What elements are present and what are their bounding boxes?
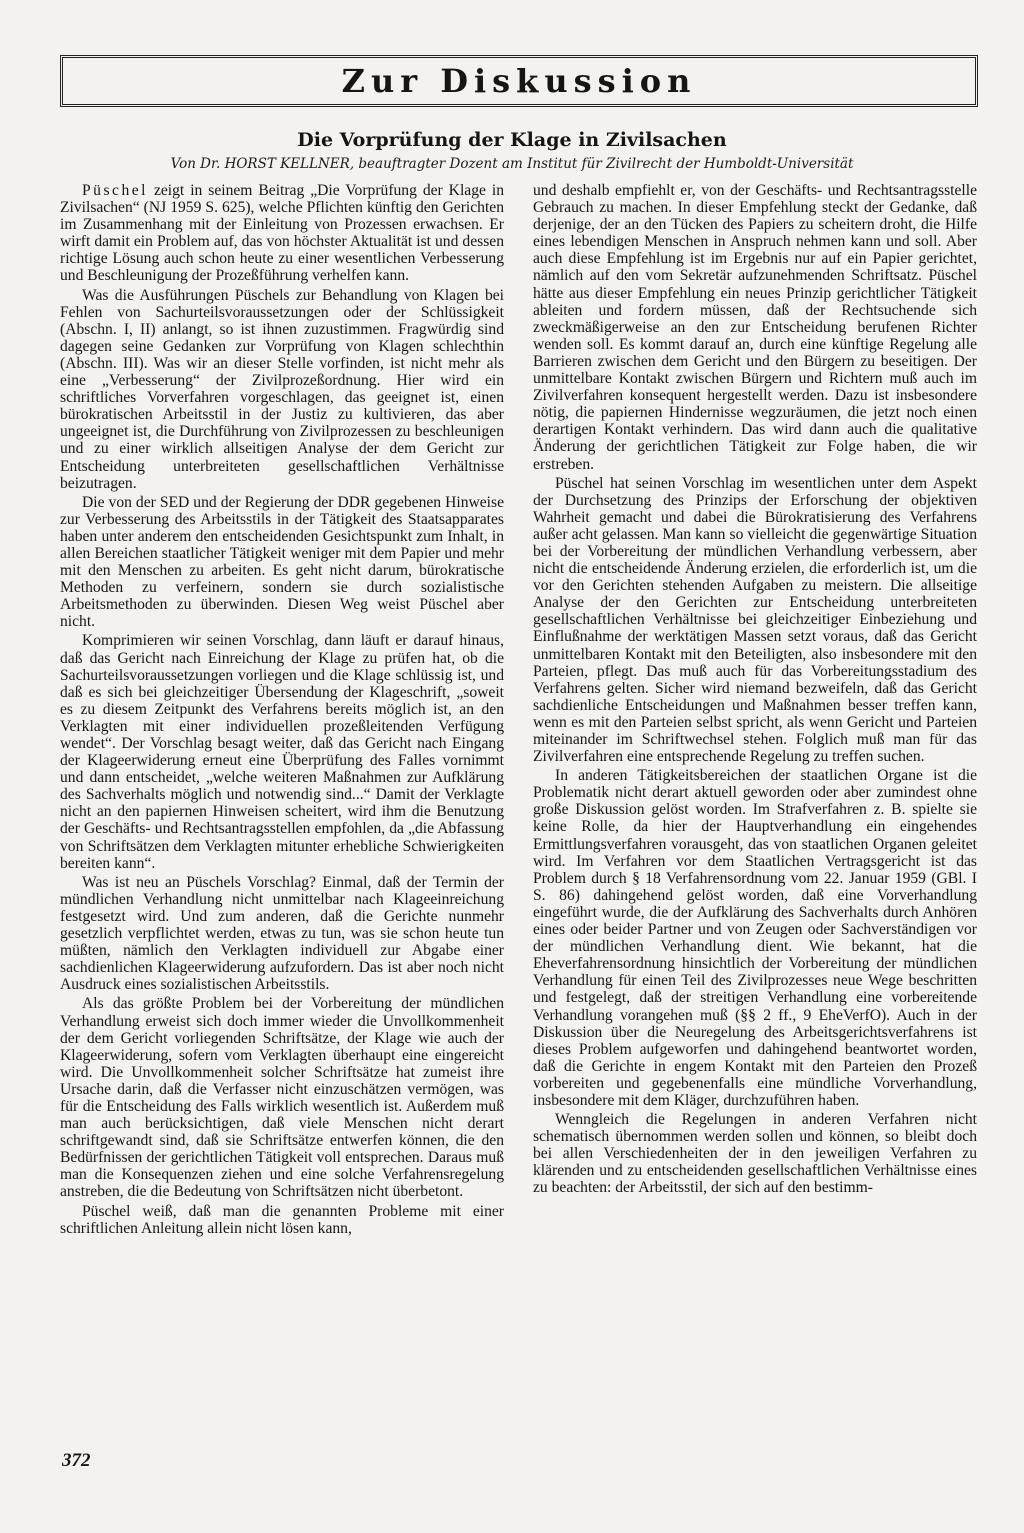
paragraph: und deshalb empfiehlt er, von der Geschäfts- und Rechtsantragsstelle Gebrauch zu machen. In dieser Empfehlung steckt der Gedanke, daß derjenige, der an den Tücken des Papiers zu scheitern droht, die Hilfe eines lebendigen Menschen in Anspruch nehmen kann und soll. Aber auch diese Empfehlung ist im Ergebnis nur auf ein Papier gerichtet, nämlich auf den vom Sekretär aufzunehmenden Schriftsatz. Püschel hätte aus dieser Empfehlung ein neues Prinzip gerichtlicher Tätigkeit ableiten und fordern müssen, daß der Rechtsuchende sich zweckmäßigerweise an den zur Entscheidung berufenen Richter wenden soll. Es kommt darauf an, durch eine künftige Regelung alle Barrieren zwischen dem Gericht und den Bürgern zu beseitigen. Der unmittelbare Kontakt zwischen Bürgern und Richtern muß auch im Zivilverfahren konsequent hergestellt werden. Dazu ist insbesondere nötig, die papiernen Hindernisse wegzuräumen, die jetzt noch einen derartigen Kontakt verhindern. Das wird dann auch die qualitative Änderung der gerichtlichen Tätigkeit zur Folge haben, die wir erstreben. [533,182,977,473]
paragraph: Was die Ausführungen Püschels zur Behandlung von Klagen bei Fehlen von Sachurteilsvoraussetzungen oder der Schlüssigkeit (Abschn. I, II) anlangt, so ist ihnen zuzustimmen. Fragwürdig sind dagegen seine Gedanken zur Vorprüfung von Klagen schlechthin (Abschn. III). Was wir an dieser Stelle vorfinden, ist nicht mehr als eine „Verbesserung“ der Zivilprozeßordnung. Hier wird ein schriftliches Vorverfahren vorgeschlagen, das geeignet ist, einen bürokratischen Arbeitsstil in der Justiz zu kultivieren, das aber ungeeignet ist, die Durchführung von Zivilprozessen zu beschleunigen und zu einer wirklich allseitigen Analyse der dem Gericht zur Entscheidung unterbreiteten gesellschaftlichen Verhältnisse beizutragen. [60,286,504,492]
paragraph: Püschel weiß, daß man die genannten Probleme mit einer schriftlichen Anleitung allein nicht lösen kann, [60,1202,504,1237]
paragraph: Püschel hat seinen Vorschlag im wesentlichen unter dem Aspekt der Durchsetzung des Prinzips der Erforschung der objektiven Wahrheit gemacht und dabei die Bürokratisierung des Verfahrens außer acht gelassen. Man kann so vielleicht die gegenwärtige Situation bei der Vorbereitung der mündlichen Verhandlung verbessern, aber nicht die entscheidende Änderung erzielen, die erforderlich ist, um die vor den Gerichten stehenden Aufgaben zu meistern. Die allseitige Analyse der den Gerichten zur Entscheidung unterbreiteten gesellschaftlichen Verhältnisse bei gleichzeitiger Einbeziehung und Einflußnahme der werktätigen Massen setzt voraus, daß das Gericht unmittelbaren Kontakt mit den Beteiligten, also insbesondere mit den Parteien, pflegt. Das muß auch für das Vorbereitungsstadium des Verfahrens gelten. Sicher wird niemand bezweifeln, daß das Gericht sachdienliche Entscheidungen und Maßnahmen besser treffen kann, wenn es mit den Parteien selbst spricht, als wenn Gericht und Parteien miteinander im Schriftwechsel stehen. Folglich muß man für das Zivilverfahren eine entsprechende Regelung zu treffen suchen. [533,474,977,766]
left-column [60,182,504,1239]
paragraph: Komprimieren wir seinen Vorschlag, dann läuft er darauf hinaus, daß das Gericht nach Einreichung der Klage zu prüfen hat, ob die Sachurteilsvoraussetzungen vorliegen und die Klage schlüssig ist, und daß es sich bei gleichzeitiger Übersendung der Klageschrift, „soweit es zu diesem Zeitpunkt des Verfahrens bereits möglich ist, an den Verklagten mit einer individuellen prozeßleitenden Verfügung wendet“. Der Vorschlag besagt weiter, daß das Gericht nach Eingang der Klageerwiderung erneut eine Überprüfung des Falles vornimmt und dann entscheidet, „welche weiteren Maßnahmen zur Aufklärung des Sachverhalts möglich und notwendig sind...“ Damit der Verklagte nicht an den papiernen Hinweisen scheitert, wird ihm die Benutzung der Geschäfts- und Rechtsantragsstellen empfohlen, da „die Abfassung von Schriftsätzen dem Verklagten mitunter erhebliche Schwierigkeiten bereiten kann“. [60,632,504,872]
section-title: Zur Diskussion [341,62,697,100]
paragraph: In anderen Tätigkeitsbereichen der staatlichen Organe ist die Problematik nicht derart aktuell geworden oder aber zumindest ohne große Diskussion gelöst worden. Im Strafverfahren z. B. spielte sie keine Rolle, da hier der Hauptverhandlung ein eingehendes Ermittlungsverfahren vorausgeht, das von staatlichen Organen geleitet wird. Im Verfahren vor dem Staatlichen Vertragsgericht ist das Problem durch § 18 Verfahrensordnung vom 22. Januar 1959 (GBl. I S. 86) dahingehend gelöst worden, daß eine Vorverhandlung eingeführt wurde, die der Aufklärung des Sachverhalts durch Anhören eines oder beider Partner und von Zeugen oder Sachverständigen vor der mündlichen Verhandlung dient. Wie bekannt, hat die Eheverfahrensordnung hinsichtlich der Vorbereitung der mündlichen Verhandlung für einen Teil des Zivilprozesses neue Wege beschritten und festgelegt, daß der streitigen Verhandlung eine vorbereitende Verhandlung vorangehen muß (§§ 2 ff., 9 EheVerfO). Auch in der Diskussion über die Neuregelung des Arbeitsgerichtsverfahrens ist dieses Problem aufgeworfen und dahingehend beantwortet worden, daß die Gerichte in engem Kontakt mit den Parteien den Prozeß vorbereiten und gegebenenfalls eine mündliche Vorverhandlung, insbesondere mit dem Kläger, durchzuführen haben. [533,767,977,1109]
article-byline: Von Dr. HORST KELLNER, beauftragter Dozent am Institut für Zivilrecht der Humboldt-Universität [170,156,854,172]
paragraph: Püschel zeigt in seinem Beitrag „Die Vorprüfung der Klage in Zivilsachen“ (NJ 1959 S. 625), welche Pflichten künftig den Gerichten im Zusammenhang mit der Einleitung von Prozessen erwachsen. Er wirft damit ein Problem auf, das von höchster Aktualität ist und dessen richtige Lösung auch schon heute zu einer wesentlichen Verbesserung und Beschleunigung der Prozeßführung verhelfen kann. [60,182,504,285]
paragraph: Als das größte Problem bei der Vorbereitung der mündlichen Verhandlung erweist sich doch immer wieder die Unvollkommenheit der dem Gericht vorliegenden Schriftsätze, der Klage wie auch der Klageerwiderung, sofern vom Verklagten überhaupt eine eingereicht wird. Die Unvollkommenheit solcher Schriftsätze hat zumeist ihre Ursache darin, daß die Verfasser nicht einzuschätzen vermögen, was für die Entscheidung des Falls wirklich wesentlich ist. Außerdem muß man auch berücksichtigen, daß viele Menschen nicht derart schriftgewandt sind, daß sie Schriftsätze entwerfen können, die den Bedürfnissen der gerichtlichen Tätigkeit voll entsprechen. Daraus muß man die Konsequenzen ziehen und eine solche Verfahrensregelung anstreben, die die Bedeutung von Schriftsätzen nicht überbetont. [60,995,504,1201]
article-title: Die Vorprüfung der Klage in Zivilsachen [297,129,727,151]
section-banner [60,55,978,107]
paragraph: Wenngleich die Regelungen in anderen Verfahren nicht schematisch übernommen werden sollen und können, so bleibt doch bei allen Verschiedenheiten der in den jeweiligen Verfahren zu klärenden und zu entscheidenden gesellschaftlichen Verhältnisse eines zu beachten: der Arbeitsstil, der sich auf den bestimm- [533,1111,977,1197]
right-column [533,182,977,1199]
author-name: Püschel [82,182,149,199]
paragraph: Die von der SED und der Regierung der DDR gegebenen Hinweise zur Verbesserung des Arbeitsstils in der Tätigkeit des Staatsapparates haben unter anderem den entscheidenden Gesichtspunkt zum Inhalt, in allen Bereichen staatlicher Tätigkeit weniger mit dem Papier und mehr mit den Menschen zu arbeiten. Es geht nicht darum, bürokratische Methoden zu verfeinern, sondern sie durch sozialistische Arbeitsmethoden zu überwinden. Diesen Weg weist Püschel aber nicht. [60,493,504,631]
paragraph: Was ist neu an Püschels Vorschlag? Einmal, daß der Termin der mündlichen Verhandlung nicht unmittelbar nach Klageeinreichung festgesetzt wird. Und zum anderen, daß die Gerichte nunmehr gesetzlich verpflichtet werden, etwas zu tun, was sie schon heute tun müßten, nämlich den Verklagten individuell zur Abgabe einer sachdienlichen Klageerwiderung aufzufordern. Das ist aber noch nicht Ausdruck eines sozialistischen Arbeitsstils. [60,873,504,994]
page-number: 372 [62,1450,91,1471]
